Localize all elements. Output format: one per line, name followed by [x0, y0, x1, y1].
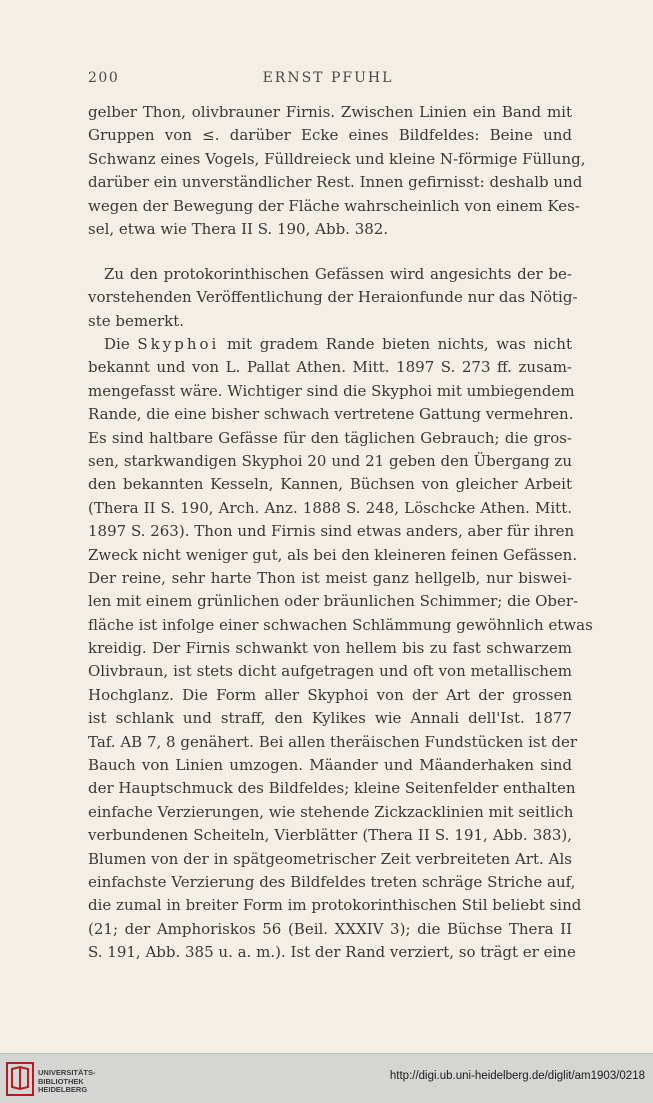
text-line: Rande, die eine bisher schwach vertretene Gattung vermehren.: [88, 405, 574, 424]
text-line: Olivbraun, ist stets dicht aufgetragen und oft von metallischem: [88, 662, 572, 681]
text-line: wegen der Bewegung der Fläche wahrscheinlich von einem Kes-: [88, 196, 580, 215]
text-line: darüber ein unverständlicher Rest. Innen gefirnisst: deshalb und: [88, 173, 583, 192]
line-rest: mit gradem Rande bieten nichts, was nicht: [226, 335, 572, 353]
library-logo-text: [38, 1069, 96, 1095]
text-line: gelber Thon, olivbrauner Firnis. Zwischen Linien ein Band mit: [88, 103, 572, 121]
text-line: ste bemerkt.: [88, 311, 185, 330]
text-line: bekannt und von L. Pallat Athen. Mitt. 1897 S. 273 ff. zusam-: [88, 358, 572, 377]
logo-line: BIBLIOTHEK: [38, 1076, 84, 1086]
viewer-footer: [0, 1053, 653, 1103]
text-line: vorstehenden Veröffentlichung der Heraionfunde nur das Nötig-: [88, 288, 578, 307]
line-prefix: Die: [104, 335, 130, 353]
logo-line: HEIDELBERG: [38, 1085, 88, 1094]
text-line: Es sind haltbare Gefässe für den täglichen Gebrauch; die gros-: [88, 428, 572, 447]
text-line: Der reine, sehr harte Thon ist meist ganz hellgelb, nur biswei-: [88, 568, 572, 587]
library-logo-icon: [6, 1061, 34, 1097]
text-line: Zweck nicht weniger gut, als bei den kleineren feinen Gefässen.: [88, 545, 578, 564]
text-line: len mit einem grünlichen oder bräunlichen Schimmer; die Ober-: [88, 592, 579, 611]
text-line: verbundenen Scheiteln, Vierblätter (Thera II S. 191, Abb. 383),: [88, 826, 572, 845]
text-line: sen, starkwandigen Skyphoi 20 und 21 geben den Übergang zu: [88, 451, 572, 470]
text-line: Schwanz eines Vogels, Fülldreieck und kleine N-förmige Füllung,: [88, 149, 586, 168]
text-line: Hochglanz. Die Form aller Skyphoi von der Art der grossen: [88, 685, 572, 704]
paragraph-1: [88, 101, 586, 241]
text-line: (Thera II S. 190, Arch. Anz. 1888 S. 248, Löschcke Athen. Mitt.: [88, 498, 572, 517]
library-logo[interactable]: [6, 1061, 126, 1097]
text-line: einfache Verzierungen, wie stehende Zickzacklinien mit seitlich: [88, 802, 574, 821]
paragraph-2: [88, 263, 578, 333]
text-line: sel, etwa wie Thera II S. 190, Abb. 382.: [88, 219, 389, 238]
text-line: einfachste Verzierung des Bildfeldes treten schräge Striche auf,: [88, 872, 576, 891]
text-line: Taf. AB 7, 8 genähert. Bei allen theräischen Fundstücken ist der: [88, 732, 578, 751]
paragraph-3: [88, 333, 593, 965]
text-line: S. 191, Abb. 385 u. a. m.). Ist der Rand verziert, so trägt er eine: [88, 943, 576, 962]
text-line: (21; der Amphoriskos 56 (Beil. XXXIV 3); die Büchse Thera II: [88, 919, 572, 938]
text-line: kreidig. Der Firnis schwankt von hellem bis zu fast schwarzem: [88, 639, 572, 658]
text-line: ist schlank und straff, den Kylikes wie Annali dell'Ist. 1877: [88, 709, 572, 728]
text-line: die zumal in breiter Form im protokorinthischen Stil beliebt sind: [88, 896, 582, 915]
text-line: fläche ist infolge einer schwachen Schlämmung gewöhnlich etwas: [88, 615, 593, 634]
text-line: mengefasst wäre. Wichtiger sind die Skyphoi mit umbiegendem: [88, 381, 575, 400]
text-line: den bekannten Kesseln, Kannen, Büchsen von gleicher Arbeit: [88, 475, 572, 494]
page-header: [88, 70, 568, 90]
logo-line: UNIVERSITÄTS-: [38, 1068, 96, 1077]
page-number: 200: [88, 70, 120, 86]
text-line: Zu den protokorinthischen Gefässen wird angesichts der be-: [104, 265, 572, 283]
permalink-url[interactable]: http://digi.ub.uni-heidelberg.de/diglit/am1903/0218: [389, 1070, 645, 1082]
text-line: [88, 333, 572, 356]
text-line: Blumen von der in spätgeometrischer Zeit verbreiteten Art. Als: [88, 849, 572, 868]
text-line: 1897 S. 263). Thon und Firnis sind etwas anders, aber für ihren: [88, 522, 575, 541]
spaced-term: Skyphoi: [137, 335, 220, 353]
running-title: ERNST PFUHL: [262, 70, 394, 86]
text-line: Bauch von Linien umzogen. Mäander und Mäanderhaken sind: [88, 756, 572, 775]
text-line: der Hauptschmuck des Bildfeldes; kleine Seitenfelder enthalten: [88, 779, 576, 798]
text-line: Gruppen von ≤. darüber Ecke eines Bildfeldes: Beine und: [88, 126, 572, 145]
